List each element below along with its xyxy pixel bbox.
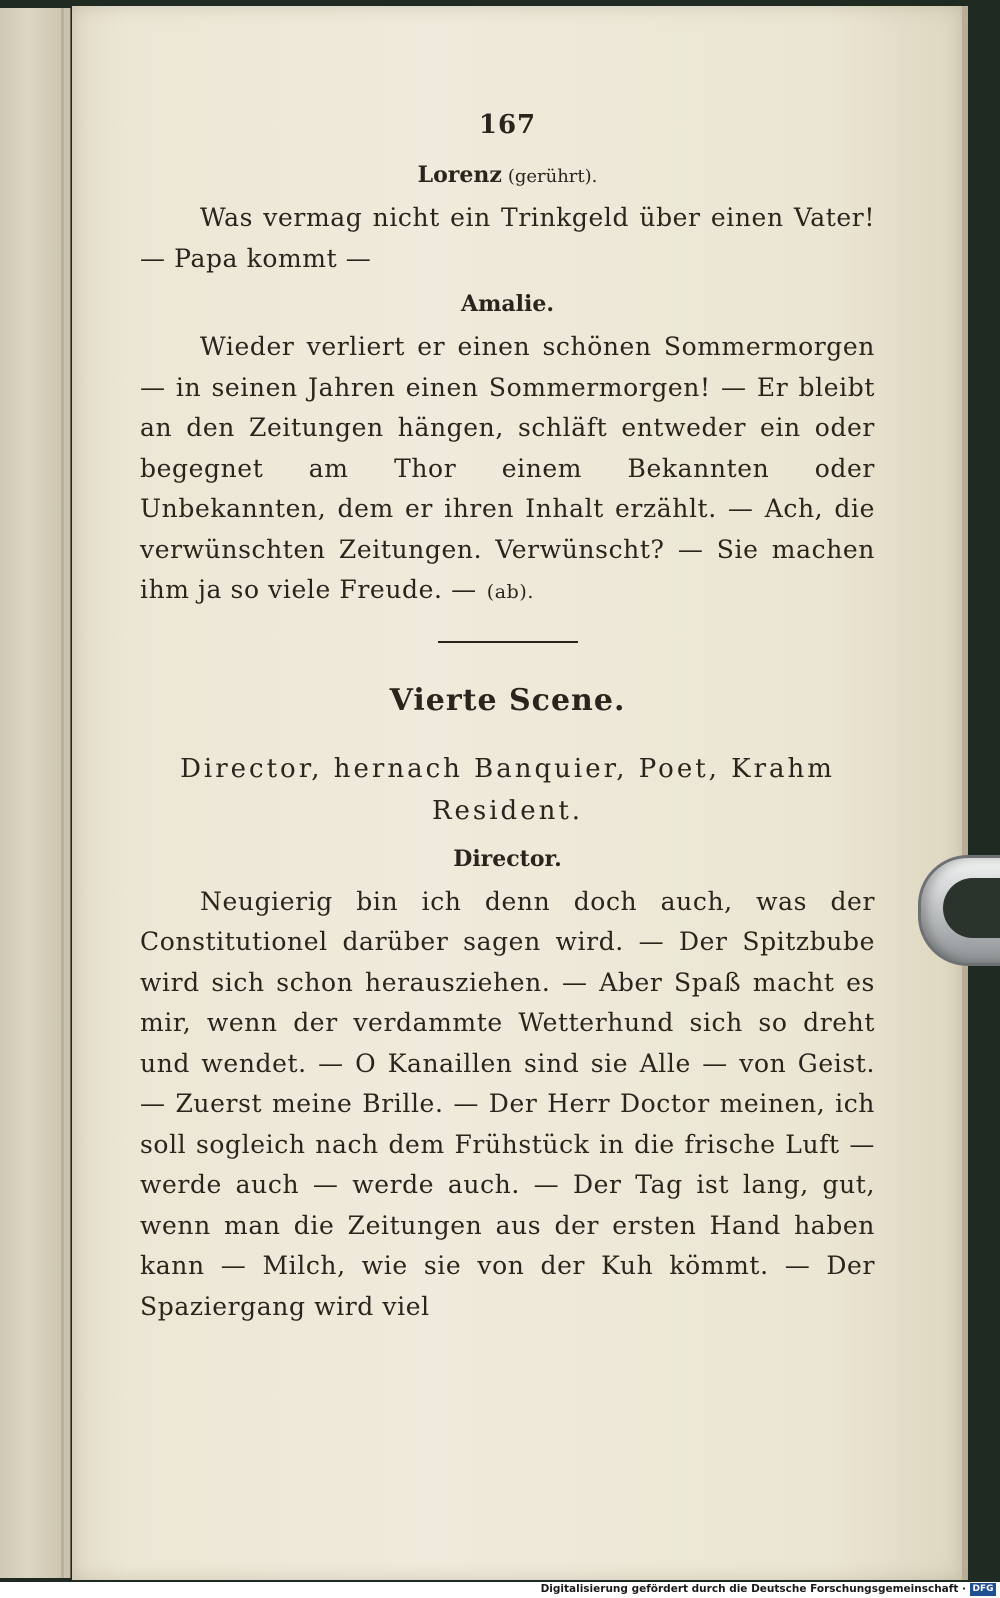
speaker-lorenz	[140, 162, 875, 188]
stage-direction-exit: (ab).	[486, 581, 535, 603]
scene-title: Vierte Scene.	[389, 682, 626, 718]
dialogue-director: Neugierig bin ich denn doch auch, was der Constitutionel darüber sagen wird. — Der Spitzbube wird sich schon herausziehen. — Aber Spaß macht es mir, wenn der verdammte Wetterhund sich so dreht und wendet. — O Kanaillen sind sie Alle — von Geist. — Zuerst meine Brille. — Der Herr Doctor meinen, ich soll sogleich nach dem Frühstück in die frische Luft — werde auch — werde auch. — Der Tag ist lang, gut, wenn man die Zeitungen aus der ersten Hand haben kann — Milch, wie sie von der Kuh kömmt. — Der Spaziergang wird viel	[140, 886, 875, 1321]
page-edge-line	[61, 8, 64, 1578]
dialogue-lorenz: Was vermag nicht ein Trinkgeld über einen Vater! — Papa kommt —	[140, 203, 875, 273]
dialogue-amalie	[140, 327, 875, 613]
page-number: 167	[478, 110, 537, 140]
footer-bar	[0, 1582, 1000, 1598]
dfg-logo-icon: DFG	[970, 1583, 996, 1596]
clip-inner	[943, 878, 1000, 938]
stage-direction: (gerührt).	[507, 166, 598, 187]
cast-list: Director, hernach Banquier, Poet, Krahm Resident.	[180, 753, 835, 826]
speaker-amalie: Amalie.	[461, 291, 554, 317]
speaker-director: Director.	[453, 845, 562, 872]
previous-page-edge	[0, 8, 71, 1578]
page-text	[140, 110, 875, 1339]
section-divider	[438, 641, 578, 643]
page-clip-icon	[918, 855, 1000, 966]
dialogue-text: Wieder verliert er einen schönen Sommermorgen — in seinen Jahren einen Sommermorgen! — Er bleibt an den Zeitungen hängen, schläft entweder ein oder begegnet am Thor einem Bekannten oder Unbekannten, dem er ihren Inhalt erzählt. — Ach, die verwünschten Zeitungen. Verwünscht? — Sie machen ihm ja so viele Freude. —	[140, 332, 875, 604]
footer-credit: Digitalisierung gefördert durch die Deutsche Forschungsgemeinschaft ·	[540, 1583, 966, 1595]
speaker-name: Lorenz	[417, 162, 502, 188]
